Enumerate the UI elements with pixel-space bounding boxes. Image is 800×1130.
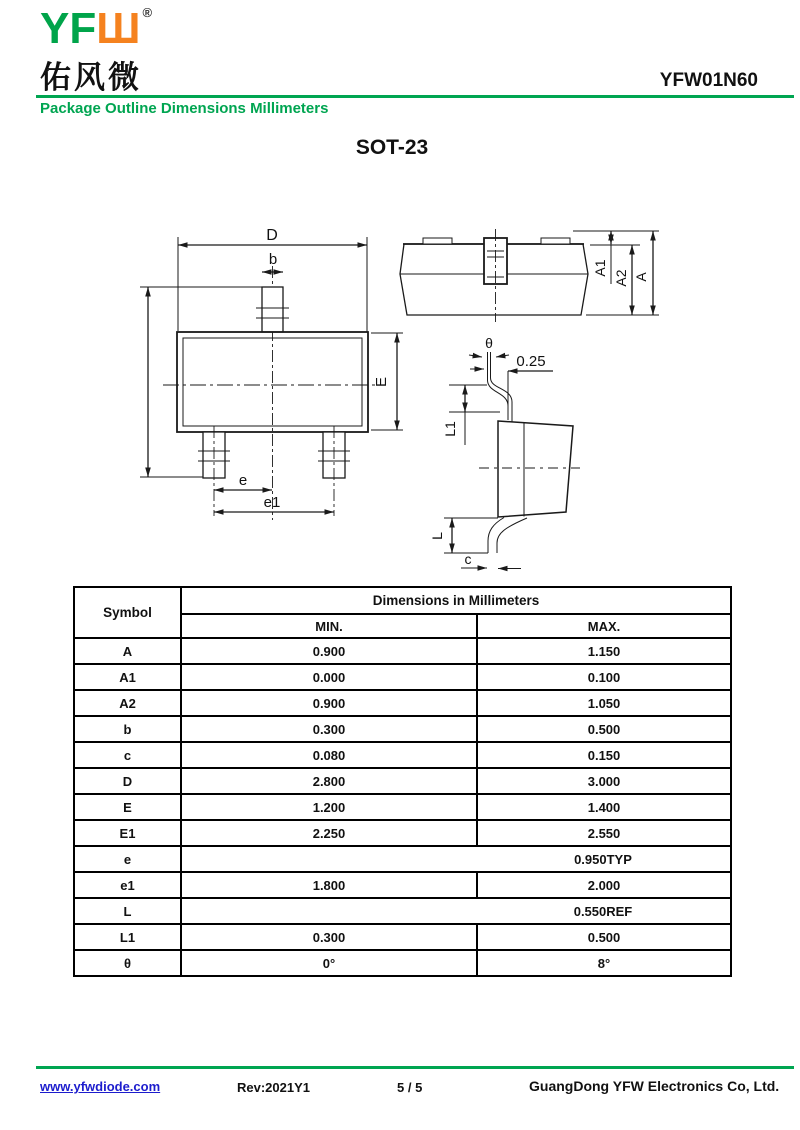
col-header-group: Dimensions in Millimeters <box>181 587 731 614</box>
dim-label-E: E <box>373 376 390 388</box>
logo-wordmark <box>40 4 152 53</box>
header-divider <box>36 95 794 98</box>
table-row <box>74 768 731 794</box>
dim-label-L: L <box>429 532 445 540</box>
footer-divider <box>36 1066 794 1069</box>
profile-view <box>429 335 580 569</box>
min-cell: 0.000 <box>181 664 477 690</box>
symbol-cell: θ <box>74 950 181 976</box>
dim-label-D: D <box>266 227 278 244</box>
table-row <box>74 664 731 690</box>
dim-label-b: b <box>268 251 278 268</box>
min-cell: 0.300 <box>181 716 477 742</box>
span-value-cell: 0.950TYP <box>181 846 731 872</box>
max-cell: 0.100 <box>477 664 731 690</box>
min-cell: 0.900 <box>181 690 477 716</box>
package-title: SOT-23 <box>355 136 429 159</box>
min-cell: 0° <box>181 950 477 976</box>
package-outline-drawing <box>0 215 800 585</box>
max-cell: 1.150 <box>477 638 731 664</box>
symbol-cell: D <box>74 768 181 794</box>
symbol-cell: e <box>74 846 181 872</box>
dim-label-A: A <box>633 272 649 282</box>
min-cell: 1.800 <box>181 872 477 898</box>
table-row <box>74 898 731 924</box>
max-cell: 1.050 <box>477 690 731 716</box>
table-row <box>74 794 731 820</box>
dim-label-025: 0.25 <box>516 353 546 370</box>
symbol-cell: L1 <box>74 924 181 950</box>
logo-chinese-name: 佑风微 <box>40 60 142 95</box>
max-cell: 2.000 <box>477 872 731 898</box>
max-cell: 0.500 <box>477 716 731 742</box>
table-row <box>74 846 731 872</box>
dimensions-table <box>73 586 732 977</box>
span-value-cell: 0.550REF <box>181 898 731 924</box>
col-header-max: MAX. <box>477 614 731 638</box>
symbol-cell: b <box>74 716 181 742</box>
logo-yf-text: YF <box>40 4 97 53</box>
side-view <box>400 229 659 322</box>
symbol-cell: E <box>74 794 181 820</box>
symbol-cell: E1 <box>74 820 181 846</box>
table-row <box>74 924 731 950</box>
dim-label-A2: A2 <box>613 269 629 287</box>
symbol-cell: e1 <box>74 872 181 898</box>
table-row <box>74 638 731 664</box>
min-cell: 2.800 <box>181 768 477 794</box>
table-row <box>74 742 731 768</box>
max-cell: 0.150 <box>477 742 731 768</box>
part-number: YFW01N60 <box>659 70 758 91</box>
symbol-cell: A1 <box>74 664 181 690</box>
logo-w-glyph: Ш <box>96 4 141 53</box>
min-cell: 0.080 <box>181 742 477 768</box>
page-number: 5 / 5 <box>397 1080 423 1095</box>
dim-label-A1: A1 <box>592 259 608 277</box>
dim-label-e: e <box>238 472 248 489</box>
website-link[interactable]: www.yfwdiode.com <box>40 1079 161 1094</box>
max-cell: 2.550 <box>477 820 731 846</box>
yfw-logo <box>40 6 152 97</box>
revision-label: Rev:2021Y1 <box>237 1080 310 1095</box>
max-cell: 0.500 <box>477 924 731 950</box>
table-row <box>74 690 731 716</box>
symbol-cell: L <box>74 898 181 924</box>
symbol-cell: A <box>74 638 181 664</box>
dim-label-theta: θ <box>485 335 493 351</box>
max-cell: 1.400 <box>477 794 731 820</box>
max-cell: 3.000 <box>477 768 731 794</box>
front-view <box>140 227 403 520</box>
min-cell: 2.250 <box>181 820 477 846</box>
symbol-cell: c <box>74 742 181 768</box>
min-cell: 0.300 <box>181 924 477 950</box>
min-cell: 1.200 <box>181 794 477 820</box>
dim-label-L1: L1 <box>442 421 458 437</box>
col-header-symbol: Symbol <box>74 587 181 638</box>
table-row <box>74 820 731 846</box>
max-cell: 8° <box>477 950 731 976</box>
min-cell: 0.900 <box>181 638 477 664</box>
symbol-cell: A2 <box>74 690 181 716</box>
registered-mark-icon: ® <box>142 5 153 20</box>
footer <box>0 1077 800 1099</box>
dim-label-e1: e1 <box>263 494 281 511</box>
table-row <box>74 716 731 742</box>
section-title: Package Outline Dimensions Millimeters <box>40 100 329 117</box>
col-header-min: MIN. <box>181 614 477 638</box>
table-row <box>74 872 731 898</box>
company-name: GuangDong YFW Electronics Co, Ltd. <box>529 1078 780 1094</box>
table-row <box>74 950 731 976</box>
dim-label-c: c <box>464 551 472 567</box>
